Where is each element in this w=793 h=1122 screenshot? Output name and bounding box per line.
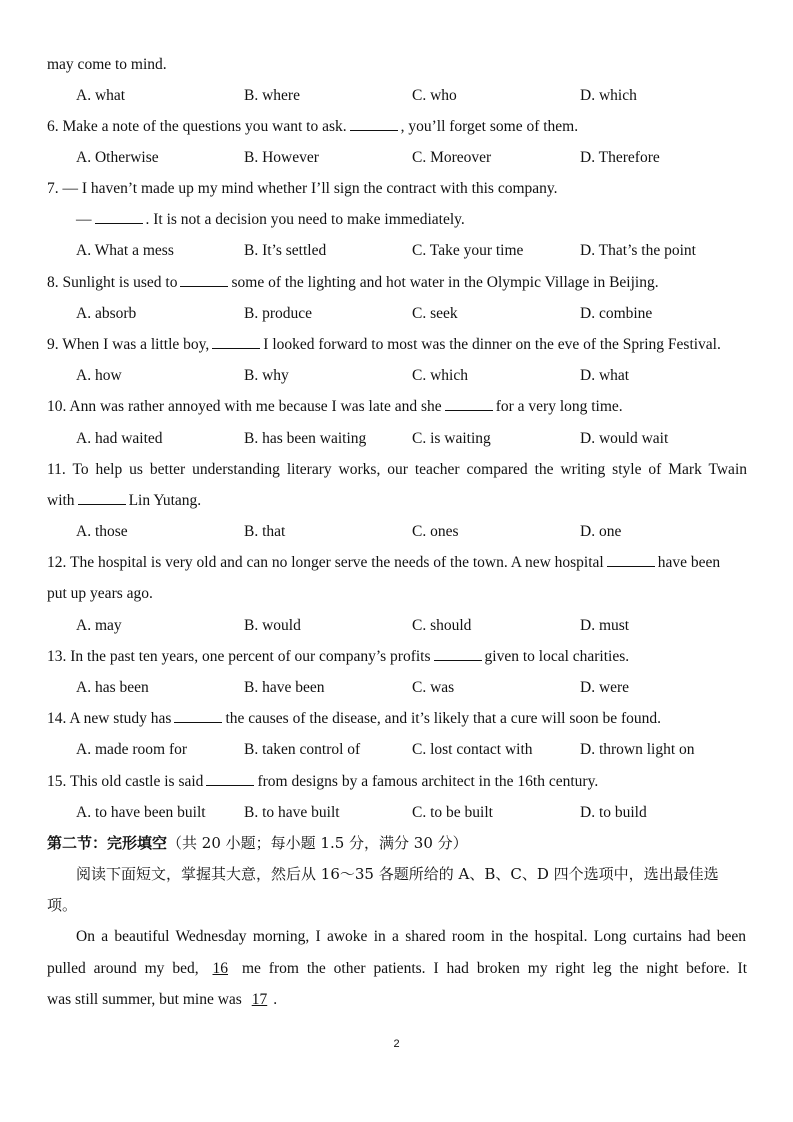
q6-options	[76, 142, 746, 173]
q12-option-c[interactable]: C. should	[412, 617, 472, 634]
q12-blank	[607, 552, 655, 567]
passage-line3: was still summer, but mine was 17 .	[47, 984, 747, 1015]
q14-stem: 14. A new study has the causes of the disease, and it’s likely that a cure will soon be found.	[47, 710, 662, 727]
q11-option-c[interactable]: C. ones	[412, 523, 459, 540]
q14-blank	[174, 708, 222, 723]
q15-option-c[interactable]: C. to be built	[412, 804, 493, 821]
passage-line1: On a beautiful Wednesday morning, I awoke in a shared room in the hospital. Long curtains had been	[76, 928, 746, 945]
q11-option-b[interactable]: B. that	[244, 523, 286, 540]
q6-option-c[interactable]: C. Moreover	[412, 149, 492, 166]
q15-blank	[206, 771, 254, 786]
q11-stem-line1: 11. To help us better understanding literary works, our teacher compared the writing style of Mark Twain	[47, 461, 747, 478]
q9-option-d[interactable]: D. what	[580, 367, 630, 384]
q5-option-a[interactable]: A. what	[76, 87, 126, 104]
q7-blank	[95, 209, 143, 224]
q8-option-b[interactable]: B. produce	[244, 305, 313, 322]
q9-blank	[212, 334, 260, 349]
q15-option-a[interactable]: A. to have been built	[76, 804, 206, 821]
section2-title: 第二节：完形填空	[47, 834, 168, 852]
q11-stem-line2: with Lin Yutang.	[47, 492, 202, 509]
q9-option-c[interactable]: C. which	[412, 367, 468, 384]
q12-option-a[interactable]: A. may	[76, 617, 122, 634]
q5-option-d[interactable]: D. which	[580, 87, 637, 104]
q14-option-b[interactable]: B. taken control of	[244, 741, 361, 758]
q7-option-a[interactable]: A. What a mess	[76, 242, 174, 259]
q13-option-b[interactable]: B. have been	[244, 679, 325, 696]
q15-option-b[interactable]: B. to have built	[244, 804, 340, 821]
passage-blank-16: 16	[212, 960, 229, 977]
q8-stem: 8. Sunlight is used to some of the lighting and hot water in the Olympic Village in Beijing.	[47, 274, 659, 291]
q8-option-c[interactable]: C. seek	[412, 305, 458, 322]
q14-option-c[interactable]: C. lost contact with	[412, 741, 533, 758]
q7-option-c[interactable]: C. Take your time	[412, 242, 524, 259]
q7-stem-line2: — . It is not a decision you need to make immediately.	[76, 211, 465, 228]
q12-options	[76, 610, 746, 641]
q5-option-b[interactable]: B. where	[244, 87, 300, 104]
q14-options	[76, 734, 746, 765]
q13-option-d[interactable]: D. were	[580, 679, 630, 696]
q5-tail: may come to mind.	[47, 56, 167, 73]
q15-stem: 15. This old castle is said from designs by a famous architect in the 16th century.	[47, 773, 599, 790]
page-number: 2	[393, 1038, 400, 1050]
q15-option-d[interactable]: D. to build	[580, 804, 647, 821]
q10-options	[76, 423, 746, 454]
q12-stem-line2: put up years ago.	[47, 585, 153, 602]
q7-options	[76, 235, 746, 266]
q6-blank	[350, 116, 398, 131]
q9-option-b[interactable]: B. why	[244, 367, 289, 384]
q11-option-a[interactable]: A. those	[76, 523, 128, 540]
q13-blank	[434, 646, 482, 661]
q10-option-b[interactable]: B. has been waiting	[244, 430, 367, 447]
passage-blank-17: 17	[251, 991, 268, 1008]
q5-option-c[interactable]: C. who	[412, 87, 457, 104]
q10-option-a[interactable]: A. had waited	[76, 430, 163, 447]
q14-option-d[interactable]: D. thrown light on	[580, 741, 695, 758]
section2-heading	[47, 828, 747, 859]
q12-option-d[interactable]: D. must	[580, 617, 630, 634]
section2-note: （共 20 小题；每小题 1.5 分，满分 30 分）	[167, 834, 468, 852]
q6-option-a[interactable]: A. Otherwise	[76, 149, 159, 166]
q10-stem: 10. Ann was rather annoyed with me because I was late and she for a very long time.	[47, 398, 623, 415]
q8-blank	[180, 272, 228, 287]
q8-options	[76, 298, 746, 329]
q8-option-d[interactable]: D. combine	[580, 305, 653, 322]
q7-option-b[interactable]: B. It’s settled	[244, 242, 327, 259]
q14-option-a[interactable]: A. made room for	[76, 741, 188, 758]
q7-option-d[interactable]: D. That’s the point	[580, 242, 696, 259]
q10-option-d[interactable]: D. would wait	[580, 430, 669, 447]
q6-stem: 6. Make a note of the questions you want to ask. , you’ll forget some of them.	[47, 118, 579, 135]
q12-stem-line1: 12. The hospital is very old and can no longer serve the needs of the town. A new hospital have been	[47, 554, 721, 571]
q13-stem: 13. In the past ten years, one percent of our company’s profits given to local charities.	[47, 648, 630, 665]
q9-options	[76, 360, 746, 391]
section2-instruction-line2: 项。	[47, 896, 78, 914]
q15-options	[76, 797, 746, 828]
q13-option-a[interactable]: A. has been	[76, 679, 149, 696]
q11-blank	[78, 490, 126, 505]
q10-blank	[445, 396, 493, 411]
q6-option-d[interactable]: D. Therefore	[580, 149, 660, 166]
q9-stem: 9. When I was a little boy, I looked forward to most was the dinner on the eve of the Spring Festival.	[47, 336, 721, 353]
q7-stem-line1: 7. — I haven’t made up my mind whether I’ll sign the contract with this company.	[47, 180, 558, 197]
passage-line2: pulled around my bed, 16 me from the other patients. I had broken my right leg the night before. It	[47, 953, 747, 984]
q13-options	[76, 672, 746, 703]
q8-option-a[interactable]: A. absorb	[76, 305, 137, 322]
q11-options	[76, 516, 746, 547]
q6-option-b[interactable]: B. However	[244, 149, 319, 166]
section2-instruction-line1: 阅读下面短文，掌握其大意，然后从 16～35 各题所给的 A、B、C、D 四个选项中，选出最佳选	[76, 865, 719, 883]
q5-options	[76, 80, 746, 111]
q13-option-c[interactable]: C. was	[412, 679, 455, 696]
q12-option-b[interactable]: B. would	[244, 617, 301, 634]
q10-option-c[interactable]: C. is waiting	[412, 430, 491, 447]
q9-option-a[interactable]: A. how	[76, 367, 122, 384]
q11-option-d[interactable]: D. one	[580, 523, 622, 540]
